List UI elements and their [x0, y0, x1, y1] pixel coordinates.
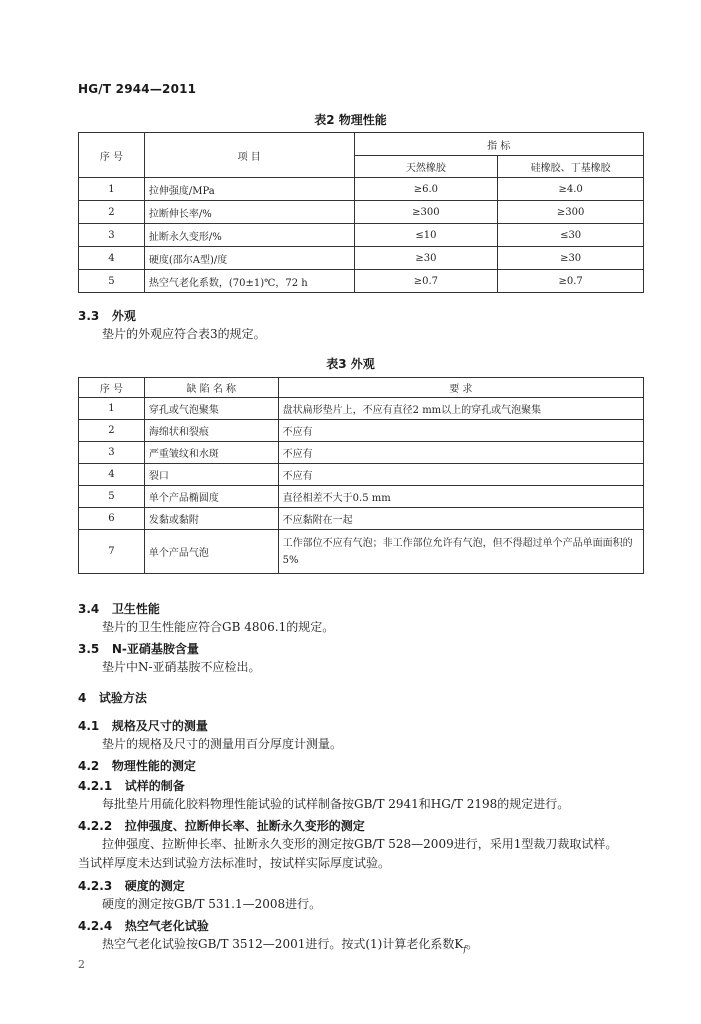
table2-cell-no: 5: [79, 270, 145, 293]
table3-cell-defect: 发黏或黏附: [144, 508, 278, 530]
table-row: [79, 224, 644, 247]
table3-header-requirement: 要 求: [278, 378, 643, 398]
table2-cell-silicone: ≥300: [498, 201, 644, 224]
page-number: 2: [78, 958, 85, 971]
section-4-2-2-text-line2: 当试样厚度未达到试验方法标准时，按试样实际厚度试验。: [78, 856, 391, 870]
table2-cell-natural: ≥300: [354, 201, 498, 224]
section-4-2-4-text: [102, 936, 478, 957]
section-4-heading: [78, 689, 147, 706]
table2: [78, 132, 644, 293]
section-3-5-heading: [78, 640, 199, 657]
section-4-2-2-heading: [78, 817, 365, 834]
table3-caption: 表3 外观: [326, 357, 375, 371]
section-title: 试样的制备: [124, 779, 185, 793]
section-3-3-heading: [78, 307, 136, 324]
table2-cell-item: 扯断永久变形/%: [144, 224, 354, 247]
table3-cell-defect: 海绵状和裂痕: [144, 420, 278, 442]
section-number: 4: [78, 691, 87, 705]
section-3-5-text: 垫片中N-亚硝基胺不应检出。: [102, 660, 261, 674]
section-number: 4.2.4: [78, 919, 113, 933]
table3-cell-defect: 单个产品椭圆度: [144, 486, 278, 508]
table2-cell-no: 1: [79, 178, 145, 201]
table2-header-silicone-butyl: 硅橡胶、丁基橡胶: [498, 156, 644, 178]
table3-header-defect: 缺 陷 名 称: [144, 378, 278, 398]
table2-cell-natural: ≤10: [354, 224, 498, 247]
table2-caption: 表2 物理性能: [314, 113, 387, 127]
section-4-2-4-text-main: 热空气老化试验按GB/T 3512—2001进行。按式(1)计算老化系数K: [102, 937, 464, 951]
table2-cell-silicone: ≤30: [498, 224, 644, 247]
section-4-2-heading: [78, 757, 196, 774]
section-title: 硬度的测定: [124, 879, 185, 893]
table3-cell-requirement: 工作部位不应有气泡；非工作部位允许有气泡，但不得超过单个产品单面面积的5%: [278, 530, 643, 574]
table2-cell-no: 4: [79, 247, 145, 270]
section-number: 4.2.3: [78, 879, 113, 893]
table-row: [79, 201, 644, 224]
section-title: 外观: [111, 309, 136, 323]
formula-subscript: f: [463, 944, 467, 954]
table-row: [79, 464, 644, 486]
section-title: N-亚硝基胺含量: [111, 642, 199, 656]
table3-cell-no: 4: [79, 464, 145, 486]
table2-cell-no: 2: [79, 201, 145, 224]
table2-header-item: 项 目: [144, 133, 354, 178]
table3-cell-no: 3: [79, 442, 145, 464]
table2-header-natural-rubber: 天然橡胶: [354, 156, 498, 178]
table3-cell-requirement: 盘状扁形垫片上，不应有直径2 mm以上的穿孔或气泡聚集: [278, 398, 643, 420]
table3-cell-no: 2: [79, 420, 145, 442]
table3-cell-no: 7: [79, 530, 145, 574]
table-row: [79, 420, 644, 442]
table3-cell-defect: 单个产品气泡: [144, 530, 278, 574]
section-4-1-text: 垫片的规格及尺寸的测量用百分厚度计测量。: [102, 737, 343, 751]
section-4-2-1-heading: [78, 777, 185, 794]
section-title: 拉伸强度、拉断伸长率、扯断永久变形的测定: [124, 819, 365, 833]
section-4-2-3-heading: [78, 877, 185, 894]
section-3-4-heading: [78, 600, 160, 617]
table2-cell-natural: ≥0.7: [354, 270, 498, 293]
table2-cell-silicone: ≥30: [498, 247, 644, 270]
table3-cell-requirement: 不应有: [278, 442, 643, 464]
section-4-1-heading: [78, 717, 208, 734]
section-title: 规格及尺寸的测量: [111, 719, 208, 733]
section-4-2-1-text: 每批垫片用硫化胶料物理性能试验的试样制备按GB/T 2941和HG/T 2198的规定进行。: [102, 797, 570, 811]
table-row: [79, 442, 644, 464]
table2-cell-item: 拉断伸长率/%: [144, 201, 354, 224]
section-number: 4.2: [78, 759, 100, 773]
table3: [78, 377, 644, 574]
table-row: [79, 247, 644, 270]
table2-cell-natural: ≥30: [354, 247, 498, 270]
table3-cell-requirement: 不应有: [278, 464, 643, 486]
table-row: [79, 508, 644, 530]
table3-cell-defect: 穿孔或气泡聚集: [144, 398, 278, 420]
table2-cell-no: 3: [79, 224, 145, 247]
table2-cell-item: 拉伸强度/MPa: [144, 178, 354, 201]
table2-cell-natural: ≥6.0: [354, 178, 498, 201]
section-4-2-4-text-end: 。: [466, 937, 479, 951]
table2-cell-item: 硬度(邵尔A型)/度: [144, 247, 354, 270]
section-3-3-text: 垫片的外观应符合表3的规定。: [102, 327, 266, 341]
table3-cell-requirement: 不应有: [278, 420, 643, 442]
table2-cell-silicone: ≥4.0: [498, 178, 644, 201]
table3-cell-requirement: 不应黏附在一起: [278, 508, 643, 530]
section-4-2-4-heading: [78, 917, 209, 934]
table3-cell-no: 1: [79, 398, 145, 420]
section-title: 物理性能的测定: [111, 759, 196, 773]
section-number: 3.5: [78, 642, 100, 656]
section-4-2-2-text-line1: 拉伸强度、拉断伸长率、扯断永久变形的测定按GB/T 528—2009进行，采用1型裁刀裁取试样。: [102, 837, 618, 851]
table2-cell-item: 热空气老化系数，(70±1)℃，72 h: [144, 270, 354, 293]
section-number: 3.3: [78, 309, 100, 323]
section-number: 4.2.1: [78, 779, 113, 793]
table-row: [79, 530, 644, 574]
section-number: 4.2.2: [78, 819, 113, 833]
table3-cell-defect: 严重皱纹和水斑: [144, 442, 278, 464]
table-row: [79, 486, 644, 508]
table3-cell-defect: 裂口: [144, 464, 278, 486]
table3-cell-requirement: 直径相差不大于0.5 mm: [278, 486, 643, 508]
table3-cell-no: 5: [79, 486, 145, 508]
section-4-2-3-text: 硬度的测定按GB/T 531.1—2008进行。: [102, 897, 322, 911]
section-title: 热空气老化试验: [124, 919, 209, 933]
section-title: 试验方法: [98, 691, 147, 705]
document-code: HG/T 2944—2011: [78, 82, 197, 96]
table-row: [79, 178, 644, 201]
section-number: 4.1: [78, 719, 100, 733]
table2-header-seq: 序 号: [79, 133, 145, 178]
section-3-4-text: 垫片的卫生性能应符合GB 4806.1的规定。: [102, 620, 335, 634]
section-number: 3.4: [78, 602, 100, 616]
table3-cell-no: 6: [79, 508, 145, 530]
table-row: [79, 270, 644, 293]
table2-cell-silicone: ≥0.7: [498, 270, 644, 293]
table-row: [79, 398, 644, 420]
section-title: 卫生性能: [111, 602, 160, 616]
table3-header-seq: 序 号: [79, 378, 145, 398]
table2-header-index: 指 标: [354, 133, 643, 156]
